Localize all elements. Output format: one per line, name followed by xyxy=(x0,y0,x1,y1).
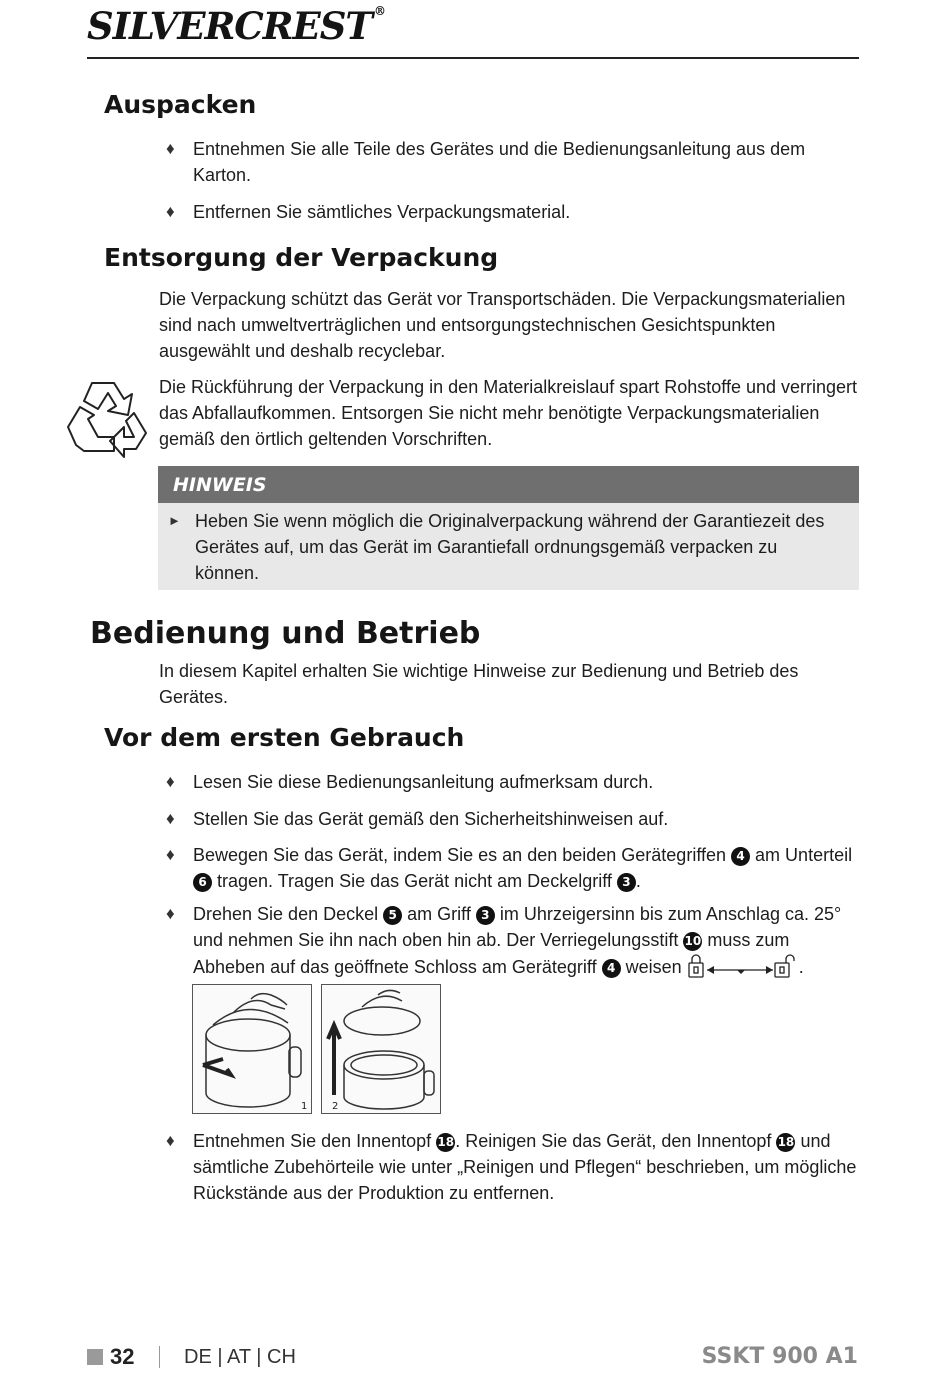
footer-square xyxy=(87,1349,103,1365)
paragraph: In diesem Kapitel erhalten Sie wichtige Hinweise zur Bedienung und Betrieb des Gerätes. xyxy=(159,661,799,707)
part-number-badge: 18 xyxy=(776,1133,795,1152)
part-number-badge: 10 xyxy=(683,932,702,951)
figure-label: 1 xyxy=(301,1101,308,1112)
hinweis-box xyxy=(158,503,859,590)
bullet-icon: ♦ xyxy=(166,772,175,791)
bullet-icon: ♦ xyxy=(166,202,175,221)
part-number-badge: 6 xyxy=(193,873,212,892)
recycle-icon xyxy=(62,375,152,461)
bullet-icon: ♦ xyxy=(166,809,175,828)
figure-label: 2 xyxy=(332,1101,339,1112)
part-number-badge: 4 xyxy=(731,847,750,866)
list-item: Entnehmen Sie den Innentopf 18. Reinigen Sie das Gerät, den Innentopf 18 und sämtliche Zubehörteile wie unter „Reinigen und Pflegen“ beschrieben, um mögliche Rückstände aus der Produktion zu entfernen. xyxy=(193,1131,857,1203)
part-number-badge: 5 xyxy=(383,906,402,925)
heading-auspacken: Auspacken xyxy=(104,90,257,119)
part-number-badge: 3 xyxy=(476,906,495,925)
bullet-icon: ♦ xyxy=(166,845,175,864)
list-item: Entfernen Sie sämtliches Verpackungsmaterial. xyxy=(193,202,571,222)
list-item: Entnehmen Sie alle Teile des Gerätes und die Bedienungsanleitung aus dem Karton. xyxy=(193,139,806,185)
footer-languages: DE | AT | CH xyxy=(184,1346,296,1368)
hinweis-header: HINWEIS xyxy=(158,466,859,503)
heading-bedienung: Bedienung und Betrieb xyxy=(90,616,481,651)
page-number: 32 xyxy=(110,1344,135,1369)
heading-vor-dem-ersten-gebrauch: Vor dem ersten Gebrauch xyxy=(104,723,465,752)
header-rule xyxy=(87,57,859,59)
list-item: Bewegen Sie das Gerät, indem Sie es an den beiden Gerätegriffen 4 am Unterteil 6 tragen. Tragen Sie das Gerät nicht am Deckelgriff 3 . xyxy=(193,845,853,891)
part-number-badge: 4 xyxy=(602,959,621,978)
list-item: Lesen Sie diese Bedienungsanleitung aufmerksam durch. xyxy=(193,772,654,792)
hinweis-text: Heben Sie wenn möglich die Originalverpackung während der Garantiezeit des Gerätes auf, um das Gerät im Garantiefall ordnungsgemäß verpacken zu können. xyxy=(195,511,825,583)
footer-divider xyxy=(159,1346,160,1368)
bullet-icon: ♦ xyxy=(166,1131,175,1150)
arrow-right-icon: ► xyxy=(168,513,181,528)
heading-entsorgung: Entsorgung der Verpackung xyxy=(104,243,499,272)
lock-unlock-arrow-icon xyxy=(687,953,799,979)
model-number: SSKT 900 A1 xyxy=(701,1344,858,1369)
figure-2-lift-lid xyxy=(321,984,441,1114)
figure-1-turn-lid xyxy=(192,984,312,1114)
part-number-badge: 3 xyxy=(617,873,636,892)
bullet-icon: ♦ xyxy=(166,904,175,923)
brand-logo: SILVERCREST ® xyxy=(87,4,385,48)
part-number-badge: 18 xyxy=(436,1133,455,1152)
bullet-icon: ♦ xyxy=(166,139,175,158)
list-item: Drehen Sie den Deckel 5 am Griff 3 im Uhrzeigersinn bis zum Anschlag ca. 25° und nehmen Sie ihn nach oben hin ab. Der Verriegelungsstift 10 muss zum Abheben auf das geöffnete Schloss am Gerätegriff 4 weisen . xyxy=(193,904,842,977)
paragraph: Die Verpackung schützt das Gerät vor Transportschäden. Die Verpackungsmaterialien sind nach umweltverträglichen und entsorgungstechnischen Gesichtspunkten ausgewählt und deshalb recyclebar. xyxy=(159,289,846,361)
list-item: Stellen Sie das Gerät gemäß den Sicherheitshinweisen auf. xyxy=(193,809,669,829)
paragraph: Die Rückführung der Verpackung in den Materialkreislauf spart Rohstoffe und verringert das Abfallaufkommen. Entsorgen Sie nicht mehr benötigte Verpackungsmaterialien gemäß den örtlich geltenden Vorschriften. xyxy=(159,377,858,449)
